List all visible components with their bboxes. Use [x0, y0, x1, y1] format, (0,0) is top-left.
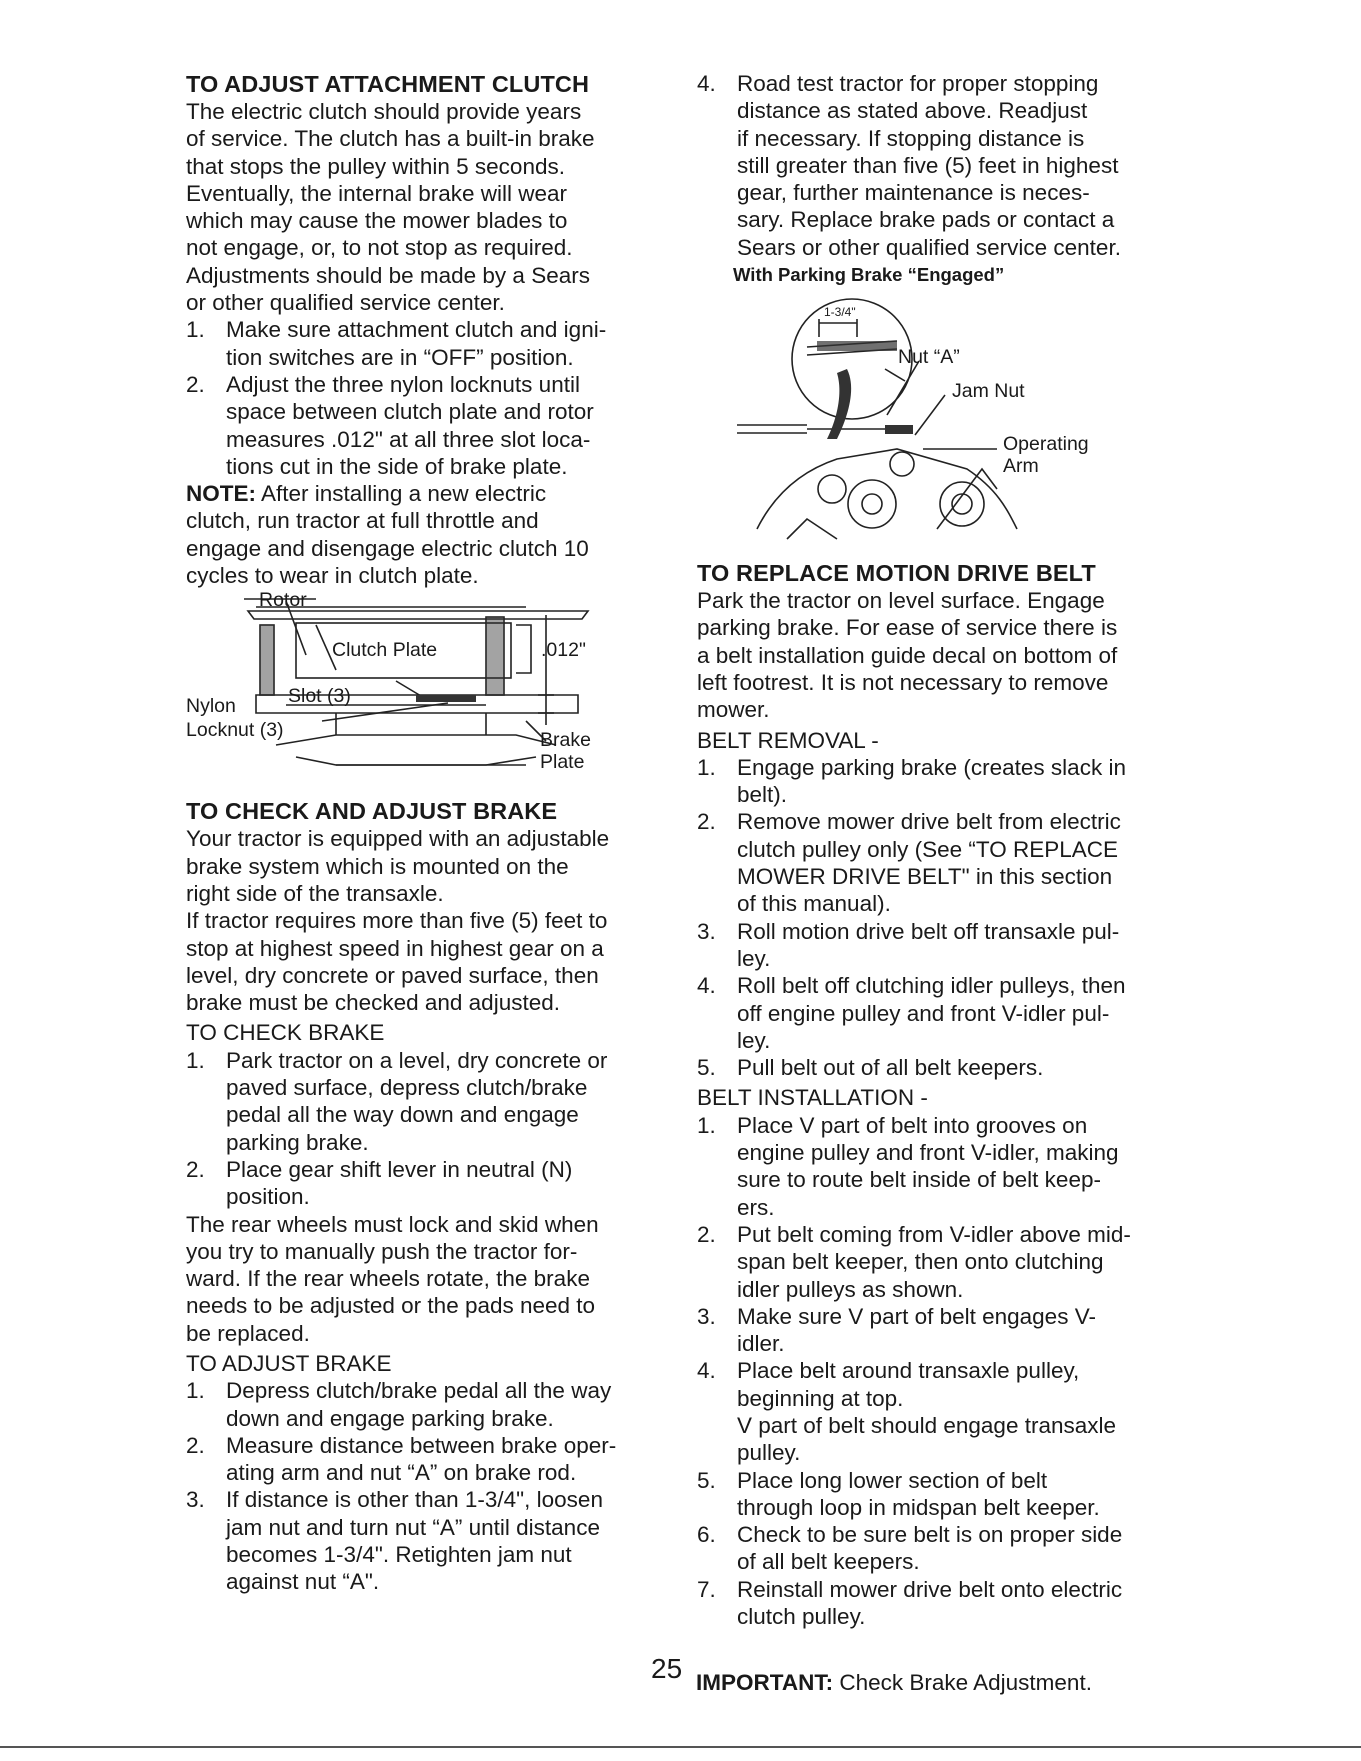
text-line: idler pulleys as shown. — [737, 1276, 964, 1302]
step-number: 2. — [186, 1156, 205, 1182]
text-line: Make sure attachment clutch and igni- — [226, 317, 607, 343]
important-text: Check Brake Adjustment. — [833, 1669, 1092, 1695]
check-brake-result — [186, 1211, 666, 1347]
text-line: measures .012" at all three slot loca- — [226, 426, 591, 452]
text-line: be replaced. — [186, 1320, 310, 1346]
step-number: 6. — [697, 1522, 716, 1548]
list-item — [697, 1303, 1179, 1358]
text-line: becomes 1-3/4". Retighten jam nut — [226, 1542, 572, 1568]
belt-removal-subheading: BELT REMOVAL - — [697, 727, 879, 753]
text-line: V part of belt should engage transaxle — [737, 1412, 1117, 1438]
text-line: ley. — [737, 1027, 771, 1053]
list-item — [186, 316, 666, 371]
clutch-diagram — [186, 589, 666, 795]
step-number: 5. — [697, 1055, 716, 1081]
attachment-clutch-intro — [186, 98, 666, 316]
parking-brake-drawing — [697, 289, 1179, 549]
note-label: NOTE: — [186, 481, 256, 507]
text-line: pedal all the way down and engage — [226, 1102, 579, 1128]
rotor-label: Rotor — [259, 589, 307, 612]
text-line: that stops the pulley within 5 seconds. — [186, 153, 565, 179]
attachment-clutch-heading: TO ADJUST ATTACHMENT CLUTCH — [186, 71, 590, 97]
text-line: Adjust the three nylon locknuts until — [226, 371, 580, 397]
text-line: ley. — [737, 945, 771, 971]
text-line: Measure distance between brake oper- — [226, 1432, 617, 1458]
list-item — [186, 1156, 666, 1211]
text-line: Place gear shift lever in neutral (N) — [226, 1156, 573, 1182]
step-number: 4. — [697, 71, 716, 96]
step-number: 2. — [697, 1221, 716, 1247]
text-line: not engage, or, to not stop as required. — [186, 235, 573, 261]
text-line: sary. Replace brake pads or contact a — [737, 207, 1115, 233]
clutch-note — [186, 480, 666, 589]
parking-brake-diagram — [697, 263, 1179, 553]
text-line: If distance is other than 1-3/4", loosen — [226, 1487, 603, 1513]
text-line: of service. The clutch has a built-in brake — [186, 126, 595, 152]
text-line: Make sure V part of belt engages V- — [737, 1303, 1096, 1329]
important-note — [696, 1669, 1092, 1696]
step-number: 1. — [186, 1047, 205, 1073]
text-line: Eventually, the internal brake will wear — [186, 180, 568, 206]
text-line: still greater than five (5) feet in highest — [737, 152, 1119, 178]
text-line: After installing a new electric — [256, 481, 547, 507]
list-item — [697, 918, 1179, 973]
text-line: off engine pulley and front V-idler pul- — [737, 1000, 1110, 1026]
text-line: ating arm and nut “A” on brake rod. — [226, 1460, 577, 1486]
step-number: 3. — [697, 1303, 716, 1329]
text-line: parking brake. — [226, 1129, 369, 1155]
text-line: mower. — [697, 697, 770, 723]
motion-drive-belt-heading: TO REPLACE MOTION DRIVE BELT — [697, 560, 1096, 587]
step-number: 1. — [186, 1378, 205, 1404]
road-test-step — [697, 70, 1179, 261]
check-brake-steps — [186, 1047, 666, 1211]
text-line: of all belt keepers. — [737, 1549, 920, 1575]
text-line: Depress clutch/brake pedal all the way — [226, 1378, 612, 1404]
belt-installation-subheading: BELT INSTALLATION - — [697, 1085, 928, 1111]
step-number: 4. — [697, 1358, 716, 1384]
text-line: right side of the transaxle. — [186, 880, 444, 906]
text-line: The electric clutch should provide years — [186, 99, 582, 124]
belt-removal-steps — [697, 754, 1179, 1082]
text-line: Check to be sure belt is on proper side — [737, 1522, 1123, 1548]
text-line: Engage parking brake (creates slack in — [737, 754, 1126, 780]
text-line: Roll motion drive belt off transaxle pul- — [737, 918, 1120, 944]
text-line: Park the tractor on level surface. Engage — [697, 588, 1105, 614]
text-line: Pull belt out of all belt keepers. — [737, 1055, 1044, 1081]
text-line: MOWER DRIVE BELT" in this section — [737, 864, 1113, 890]
text-line: tions cut in the side of brake plate. — [226, 453, 568, 479]
step-number: 1. — [186, 317, 205, 343]
text-line: which may cause the mower blades to — [186, 208, 568, 234]
text-line: parking brake. For ease of service there is — [697, 615, 1118, 641]
check-brake-subheading: TO CHECK BRAKE — [186, 1020, 385, 1046]
text-line: engage and disengage electric clutch 10 — [186, 535, 589, 561]
text-line: ward. If the rear wheels rotate, the brake — [186, 1266, 590, 1292]
motion-drive-belt-intro — [697, 587, 1179, 723]
text-line: pulley. — [737, 1440, 801, 1466]
text-line: clutch pulley. — [737, 1604, 866, 1630]
important-label: IMPORTANT: — [696, 1669, 834, 1695]
list-item — [697, 1112, 1179, 1221]
text-line: down and engage parking brake. — [226, 1405, 554, 1431]
list-item — [697, 754, 1179, 809]
text-line: stop at highest speed in highest gear on a — [186, 935, 604, 961]
list-item — [186, 1377, 666, 1432]
text-line: Place belt around transaxle pulley, — [737, 1358, 1080, 1384]
text-line: through loop in midspan belt keeper. — [737, 1494, 1100, 1520]
plate-label: Plate — [540, 751, 585, 774]
slot-label: Slot (3) — [288, 685, 351, 708]
list-item — [186, 371, 666, 480]
text-line: jam nut and turn nut “A” until distance — [226, 1514, 600, 1540]
jam-nut-label: Jam Nut — [952, 380, 1025, 403]
nylon-label: Nylon — [186, 695, 236, 718]
list-item — [697, 70, 1179, 261]
text-line: Place V part of belt into grooves on — [737, 1112, 1088, 1138]
text-line: belt). — [737, 782, 788, 808]
text-line: distance as stated above. Readjust — [737, 98, 1088, 124]
text-line: Sears or other qualified service center. — [737, 234, 1121, 260]
locknut-label: Locknut (3) — [186, 719, 284, 742]
list-item — [697, 1576, 1179, 1631]
text-line: clutch, run tractor at full throttle and — [186, 508, 539, 534]
bottom-rule — [0, 1746, 1361, 1748]
step-number: 3. — [186, 1487, 205, 1513]
text-line: idler. — [737, 1331, 785, 1357]
text-line: Remove mower drive belt from electric — [737, 809, 1121, 835]
clutch-plate-label: Clutch Plate — [332, 639, 438, 662]
list-item — [697, 1357, 1179, 1466]
text-line: engine pulley and front V-idler, making — [737, 1140, 1119, 1166]
clutch-diagram-drawing — [186, 595, 666, 795]
text-line: a belt installation guide decal on bottom of — [697, 642, 1118, 668]
gap-dimension-label: .012" — [541, 639, 586, 662]
arm-label: Arm — [1003, 455, 1039, 478]
check-adjust-brake-heading: TO CHECK AND ADJUST BRAKE — [186, 798, 558, 825]
text-line: Adjustments should be made by a Sears — [186, 262, 590, 288]
operating-label: Operating — [1003, 433, 1089, 456]
text-line: Place long lower section of belt — [737, 1467, 1048, 1493]
text-line: Road test tractor for proper stopping — [737, 71, 1099, 96]
text-line: brake system which is mounted on the — [186, 853, 569, 879]
text-line: Roll belt off clutching idler pulleys, then — [737, 973, 1126, 999]
step-number: 1. — [697, 754, 716, 780]
text-line: tion switches are in “OFF” position. — [226, 344, 574, 370]
text-line: Reinstall mower drive belt onto electric — [737, 1576, 1123, 1602]
text-line: of this manual). — [737, 891, 891, 917]
text-line: gear, further maintenance is neces- — [737, 180, 1090, 206]
text-line: The rear wheels must lock and skid when — [186, 1211, 599, 1237]
text-line: ers. — [737, 1194, 775, 1220]
list-item — [186, 1432, 666, 1487]
belt-installation-steps — [697, 1112, 1179, 1631]
text-line: Put belt coming from V-idler above mid- — [737, 1221, 1131, 1247]
nut-a-label: Nut “A” — [898, 346, 960, 369]
list-item — [697, 1054, 1179, 1081]
dimension-label: 1-3/4" — [824, 305, 856, 320]
text-line: against nut “A". — [226, 1569, 380, 1595]
text-line: paved surface, depress clutch/brake — [226, 1075, 588, 1101]
step-number: 2. — [697, 809, 716, 835]
list-item — [697, 808, 1179, 917]
step-number: 2. — [186, 1432, 205, 1458]
text-line: sure to route belt inside of belt keep- — [737, 1167, 1101, 1193]
text-line: needs to be adjusted or the pads need to — [186, 1293, 596, 1319]
step-number: 4. — [697, 973, 716, 999]
step-number: 5. — [697, 1467, 716, 1493]
text-line: if necessary. If stopping distance is — [737, 125, 1085, 151]
text-line: Your tractor is equipped with an adjustable — [186, 826, 610, 852]
list-item — [186, 1047, 666, 1156]
right-column — [697, 70, 1179, 1630]
text-line: level, dry concrete or paved surface, then — [186, 962, 599, 988]
parking-brake-caption: With Parking Brake “Engaged” — [733, 264, 1005, 286]
text-line: beginning at top. — [737, 1385, 904, 1411]
attachment-clutch-steps — [186, 316, 666, 480]
text-line: space between clutch plate and rotor — [226, 399, 594, 425]
brake-label: Brake — [540, 729, 591, 752]
adjust-brake-subheading: TO ADJUST BRAKE — [186, 1350, 392, 1376]
text-line: span belt keeper, then onto clutching — [737, 1249, 1104, 1275]
check-adjust-brake-intro — [186, 825, 666, 1016]
left-column — [186, 70, 666, 1596]
text-line: Park tractor on a level, dry concrete or — [226, 1047, 608, 1073]
list-item — [697, 1521, 1179, 1576]
adjust-brake-steps — [186, 1377, 666, 1595]
text-line: clutch pulley only (See “TO REPLACE — [737, 836, 1118, 862]
text-line: cycles to wear in clutch plate. — [186, 563, 479, 589]
list-item — [697, 972, 1179, 1054]
text-line: position. — [226, 1184, 310, 1210]
text-line: brake must be checked and adjusted. — [186, 990, 560, 1016]
page-number: 25 — [651, 1653, 683, 1684]
text-line: or other qualified service center. — [186, 290, 505, 316]
step-number: 1. — [697, 1112, 716, 1138]
list-item — [186, 1486, 666, 1595]
text-line: left footrest. It is not necessary to remove — [697, 669, 1109, 695]
list-item — [697, 1221, 1179, 1303]
list-item — [697, 1467, 1179, 1522]
step-number: 7. — [697, 1576, 716, 1602]
step-number: 3. — [697, 918, 716, 944]
step-number: 2. — [186, 371, 205, 397]
text-line: If tractor requires more than five (5) feet to — [186, 908, 608, 934]
text-line: you try to manually push the tractor for- — [186, 1238, 578, 1264]
